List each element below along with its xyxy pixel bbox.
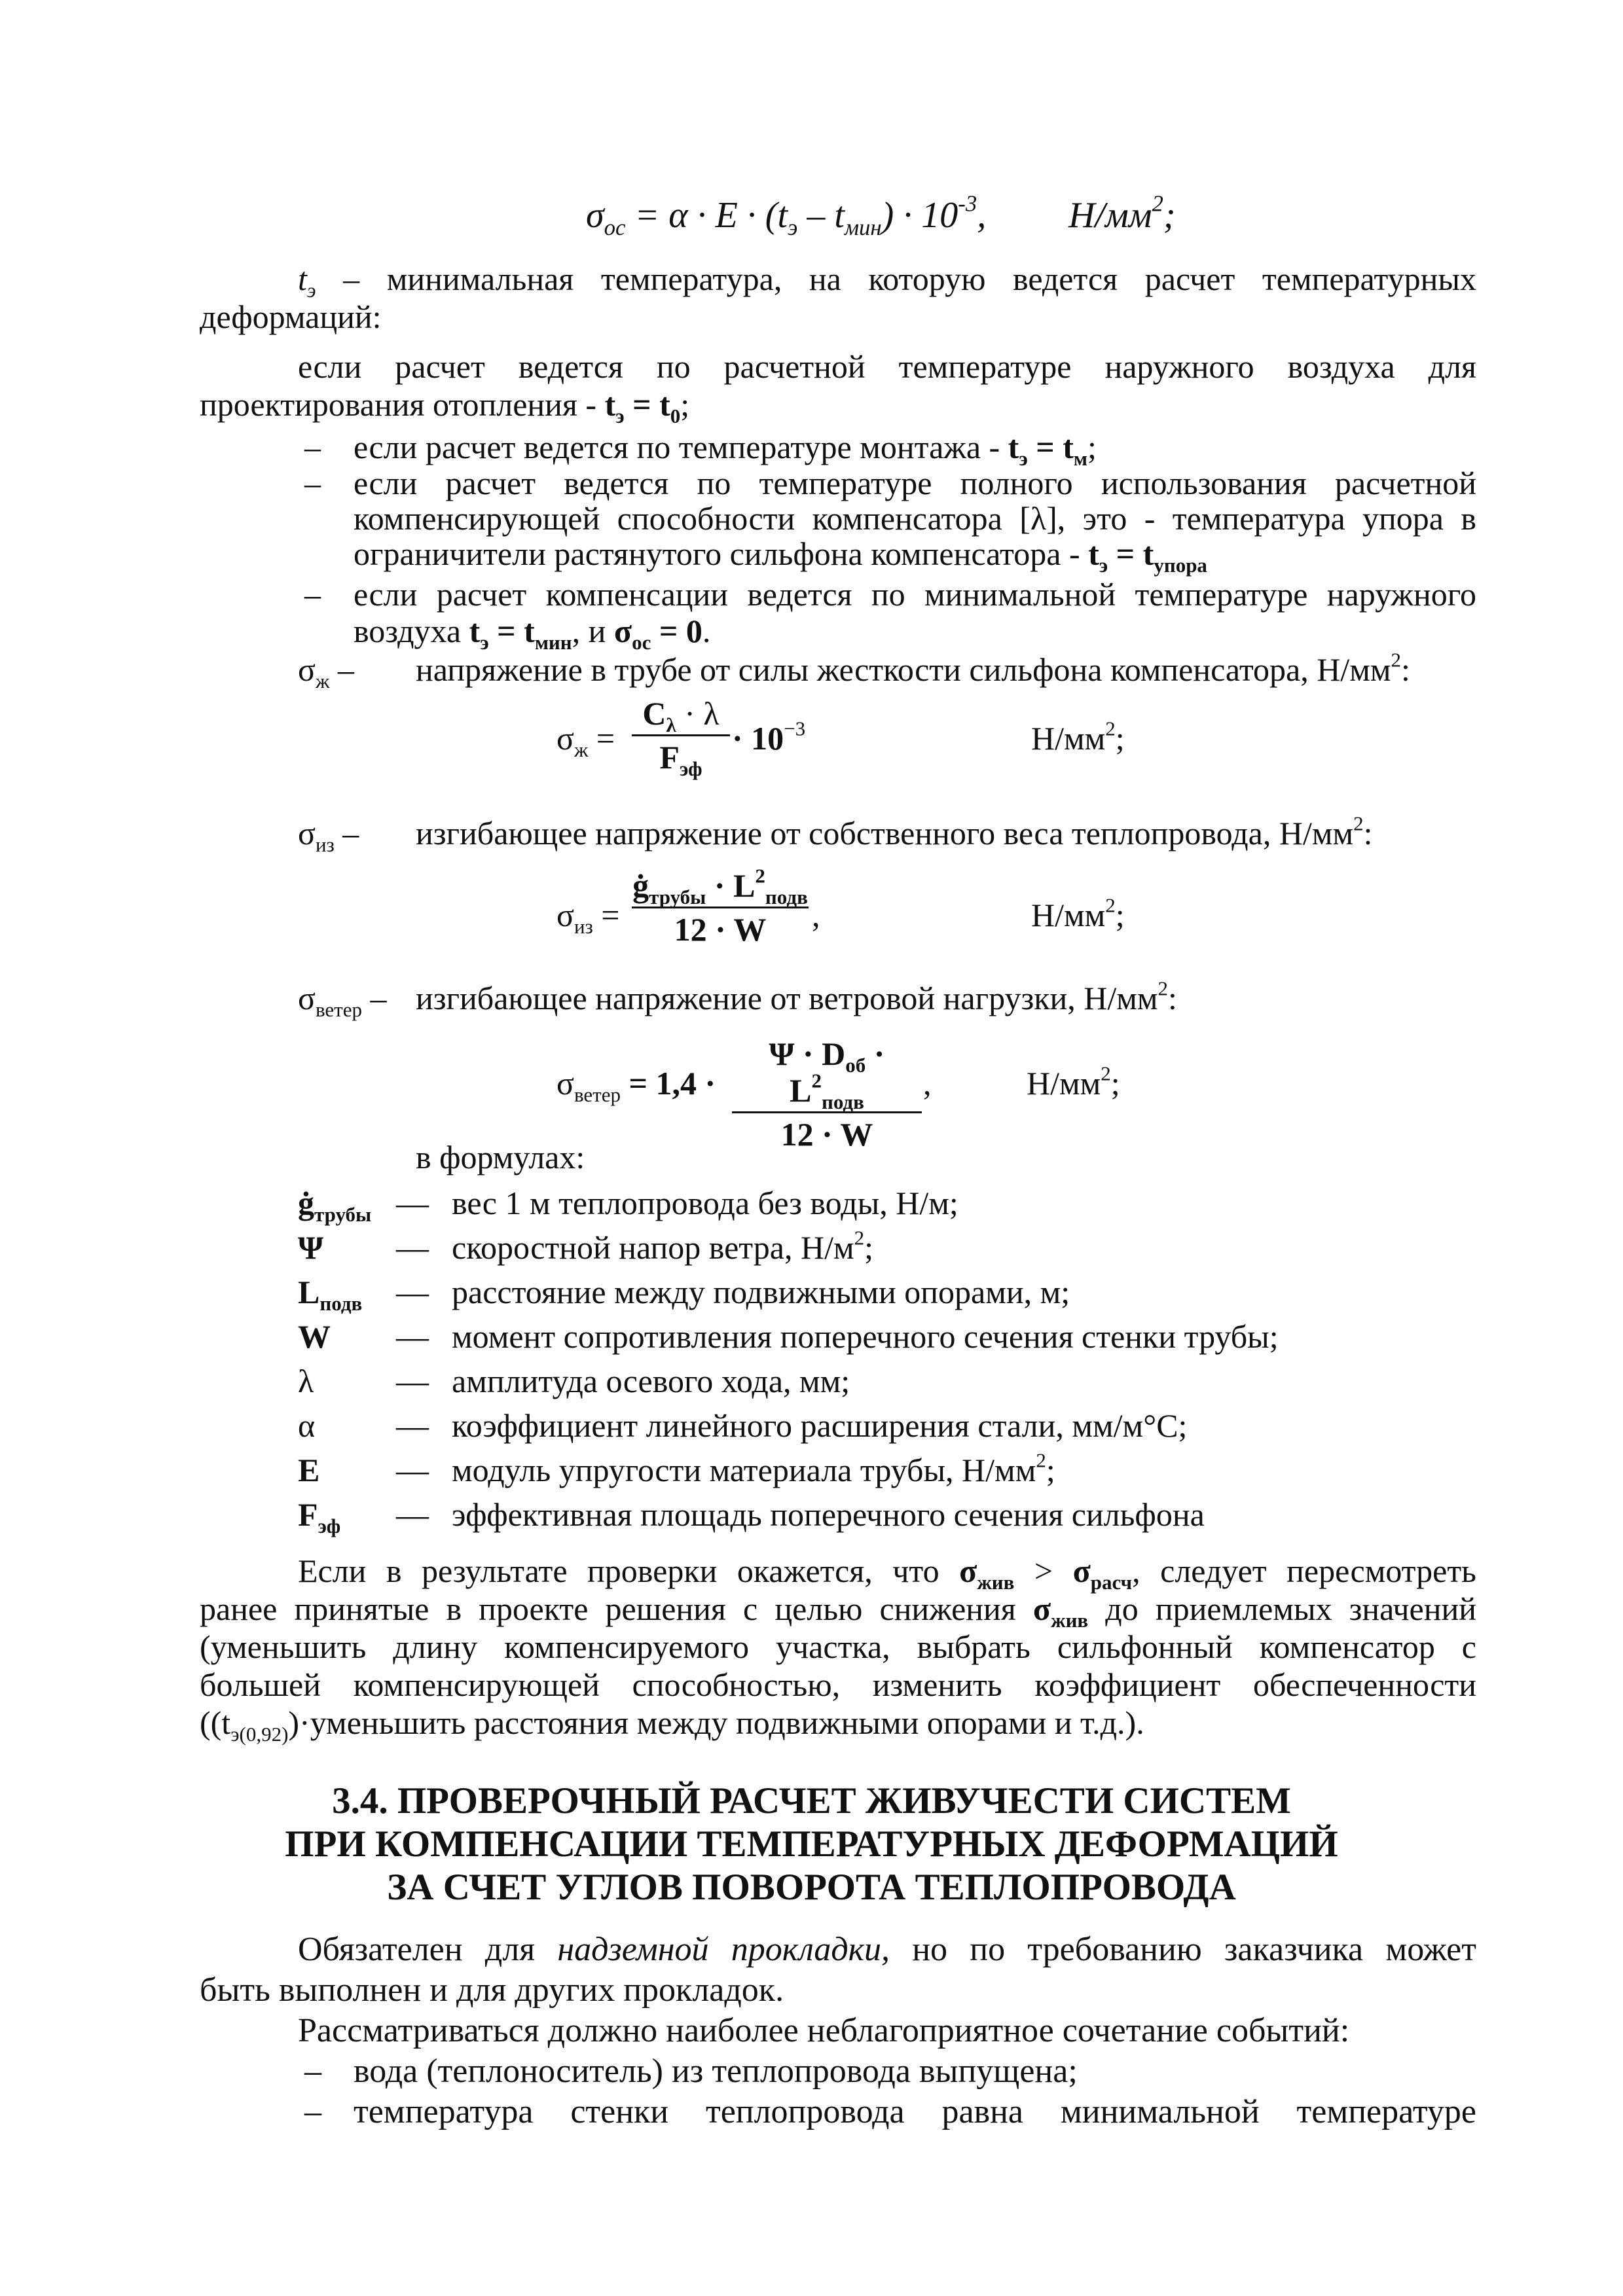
legend-dash: —	[396, 1496, 429, 1533]
bullet-2-line1: если расчет ведется по температуре полного использования расчетной	[354, 465, 1476, 501]
legend-dash: —	[396, 1407, 429, 1444]
fraction-denominator: 12 · W	[674, 911, 767, 948]
formula-sigma-iz-unit: $Н/мм^2$;	[1031, 893, 1125, 933]
legend-row	[298, 1185, 372, 1226]
legend-row	[298, 1274, 363, 1315]
legend-text: эффективная площадь поперечного сечения сильфона	[452, 1496, 1205, 1533]
legend-dash: —	[396, 1185, 429, 1221]
conclusion-line3: (уменьшить длину компенсируемого участка, выбрать сильфонный компенсатор с	[200, 1628, 1476, 1665]
formula-sigma-iz-lhs: $\sigma_{из}$ =	[556, 897, 620, 938]
sigma-iz-description: изгибающее напряжение от собственного веса теплопровода, $Н/мм^2$:	[416, 812, 1373, 852]
formula-sigma-veter-fraction	[732, 1035, 922, 1153]
section-heading-line2: ПРИ КОМПЕНСАЦИИ ТЕМПЕРАТУРНЫХ ДЕФОРМАЦИЙ	[285, 1823, 1338, 1865]
formula-sigma-veter-unit: $Н/мм^2$;	[1027, 1062, 1120, 1102]
legend-intro: в формулах:	[416, 1139, 585, 1175]
formula-sigma-iz-comma: ,	[812, 897, 820, 933]
sigma-veter-symbol: $\sigma_{ветер}$ –	[298, 980, 387, 1021]
legend-symbol: E	[298, 1452, 320, 1488]
fraction-denominator: $F_{эф}$	[659, 739, 702, 780]
formula-sigma-iz-fraction	[632, 864, 809, 948]
legend-row	[298, 1452, 319, 1488]
section-list-item2: температура стенки теплопровода равна минимальной температуре	[354, 2093, 1476, 2130]
legend-text: амплитуда осевого хода, мм;	[452, 1363, 850, 1399]
sigma-veter-description: изгибающее напряжение от ветровой нагрузки, $Н/мм^2$:	[416, 977, 1177, 1016]
sigma-zh-symbol: $\sigma_ж$ –	[298, 651, 354, 692]
bullet-dash: –	[304, 429, 321, 465]
legend-dash: —	[396, 1274, 429, 1310]
legend-row	[298, 1407, 315, 1444]
bullet-2-line3: ограничители растянутого сильфона компенсатора - $t_э = t_{упора}$	[354, 535, 1207, 577]
legend-dash: —	[396, 1452, 429, 1488]
conclusion-line1: Если в результате проверки окажется, что $\sigma_{жив} > \sigma_{расч}$, следует пересмотреть	[298, 1552, 1476, 1594]
fraction-numerator: $C_\lambda \cdot \lambda$	[642, 695, 720, 736]
bullet-3-line2: воздуха $t_э = t_{мин}$, и $\sigma_{ос} = 0$.	[354, 613, 711, 654]
fraction-numerator: $\Psi \cdot D_{об} \cdot L^2_{подв}$	[769, 1035, 885, 1113]
formula-sigma-zh-unit: $Н/мм^2$;	[1031, 717, 1125, 757]
legend-dash: —	[396, 1229, 429, 1266]
fraction-numerator: $ġ_{трубы} \cdot L^2_{подв}$	[632, 864, 808, 908]
fraction-denominator: 12 · W	[780, 1116, 873, 1153]
formula-sigma-os: $\sigma_{ос} = \alpha \cdot E \cdot (t_э - t_{мин}) \cdot 10^{-3}$,	[586, 190, 987, 241]
legend-text: момент сопротивления поперечного сечения стенки трубы;	[452, 1318, 1279, 1355]
section-heading-line3: ЗА СЧЕТ УГЛОВ ПОВОРОТА ТЕПЛОПРОВОДА	[387, 1867, 1236, 1908]
legend-symbol: $L_{подв}$	[298, 1274, 363, 1315]
formula-sigma-zh-fraction	[632, 695, 730, 780]
legend-row	[298, 1229, 323, 1266]
te-definition-line2: деформаций:	[200, 298, 382, 335]
case1-line1: если расчет ведется по расчетной температуре наружного воздуха для	[298, 348, 1476, 385]
legend-dash: —	[396, 1363, 429, 1399]
legend-row	[298, 1496, 341, 1537]
bullet-dash: –	[304, 576, 321, 613]
legend-text: модуль упругости материала трубы, $Н/мм^2$;	[452, 1448, 1055, 1488]
section-list-item1: вода (теплоноситель) из теплопровода выпущена;	[354, 2053, 1078, 2090]
legend-symbol: $F_{эф}$	[298, 1496, 341, 1537]
bullet-dash: –	[304, 2093, 321, 2130]
legend-symbol: λ	[298, 1363, 314, 1399]
section-paragraph1-line1: Обязателен для надземной прокладки, но по требованию заказчика может	[298, 1931, 1476, 1968]
legend-symbol: α	[298, 1407, 316, 1444]
bullet-dash: –	[304, 2053, 321, 2090]
legend-text: скоростной напор ветра, $Н/м^2$;	[452, 1226, 874, 1266]
legend-row	[298, 1363, 314, 1399]
section-heading-line1: 3.4. ПРОВЕРОЧНЫЙ РАСЧЕТ ЖИВУЧЕСТИ СИСТЕМ	[332, 1780, 1291, 1821]
case1-line2: проектирования отопления - $t_э = t_0$;	[200, 386, 690, 427]
conclusion-line4: большей компенсирующей способностью, изменить коэффициент обеспеченности	[200, 1666, 1476, 1703]
section-paragraph2: Рассматриваться должно наиболее неблагоприятное сочетание событий:	[298, 2012, 1350, 2049]
formula-sigma-veter-lhs: $\sigma_{ветер} = 1,4$ ·	[556, 1065, 716, 1106]
legend-row	[298, 1318, 331, 1355]
formula-sigma-os-unit: $Н/мм^2$;	[1068, 190, 1176, 236]
formula-sigma-zh-lhs: $\sigma_ж$ =	[556, 720, 615, 761]
formula-sigma-zh-multiplier: · $10^{-3}$	[732, 717, 806, 757]
conclusion-line2: ранее принятые в проекте решения с целью снижения $\sigma_{жив}$ до приемлемых значений	[200, 1590, 1476, 1632]
sigma-zh-description: напряжение в трубе от силы жесткости сильфона компенсатора, $Н/мм^2$:	[416, 648, 1410, 688]
bullet-dash: –	[304, 465, 321, 501]
section-paragraph1-line2: быть выполнен и для других прокладок.	[200, 1971, 784, 2009]
te-definition-line1: $t_э$ – минимальная температура, на которую ведется расчет температурных	[298, 260, 1476, 302]
sigma-iz-symbol: $\sigma_{из}$ –	[298, 815, 359, 856]
bullet-2-line2: компенсирующей способности компенсатора [λ], это - температура упора в	[354, 500, 1476, 537]
legend-text: коэффициент линейного расширения стали, мм/м°С;	[452, 1407, 1188, 1444]
bullet-3-line1: если расчет компенсации ведется по минимальной температуре наружного	[354, 576, 1476, 613]
conclusion-line5: ($(t_{э(0,92)})\cdot уменьшить$ расстояния между подвижными опорами и т.д.).	[200, 1704, 1144, 1746]
legend-dash: —	[396, 1318, 429, 1355]
legend-text: расстояние между подвижными опорами, м;	[452, 1274, 1070, 1310]
legend-text: вес 1 м теплопровода без воды, Н/м;	[452, 1185, 958, 1221]
legend-symbol: W	[298, 1318, 331, 1355]
legend-symbol: Ψ	[298, 1229, 323, 1266]
formula-sigma-veter-comma: ,	[923, 1065, 932, 1102]
legend-symbol: $ġ_{трубы}$	[298, 1185, 372, 1226]
bullet-1: если расчет ведется по температуре монтажа - $t_э = t_м$;	[354, 429, 1097, 470]
